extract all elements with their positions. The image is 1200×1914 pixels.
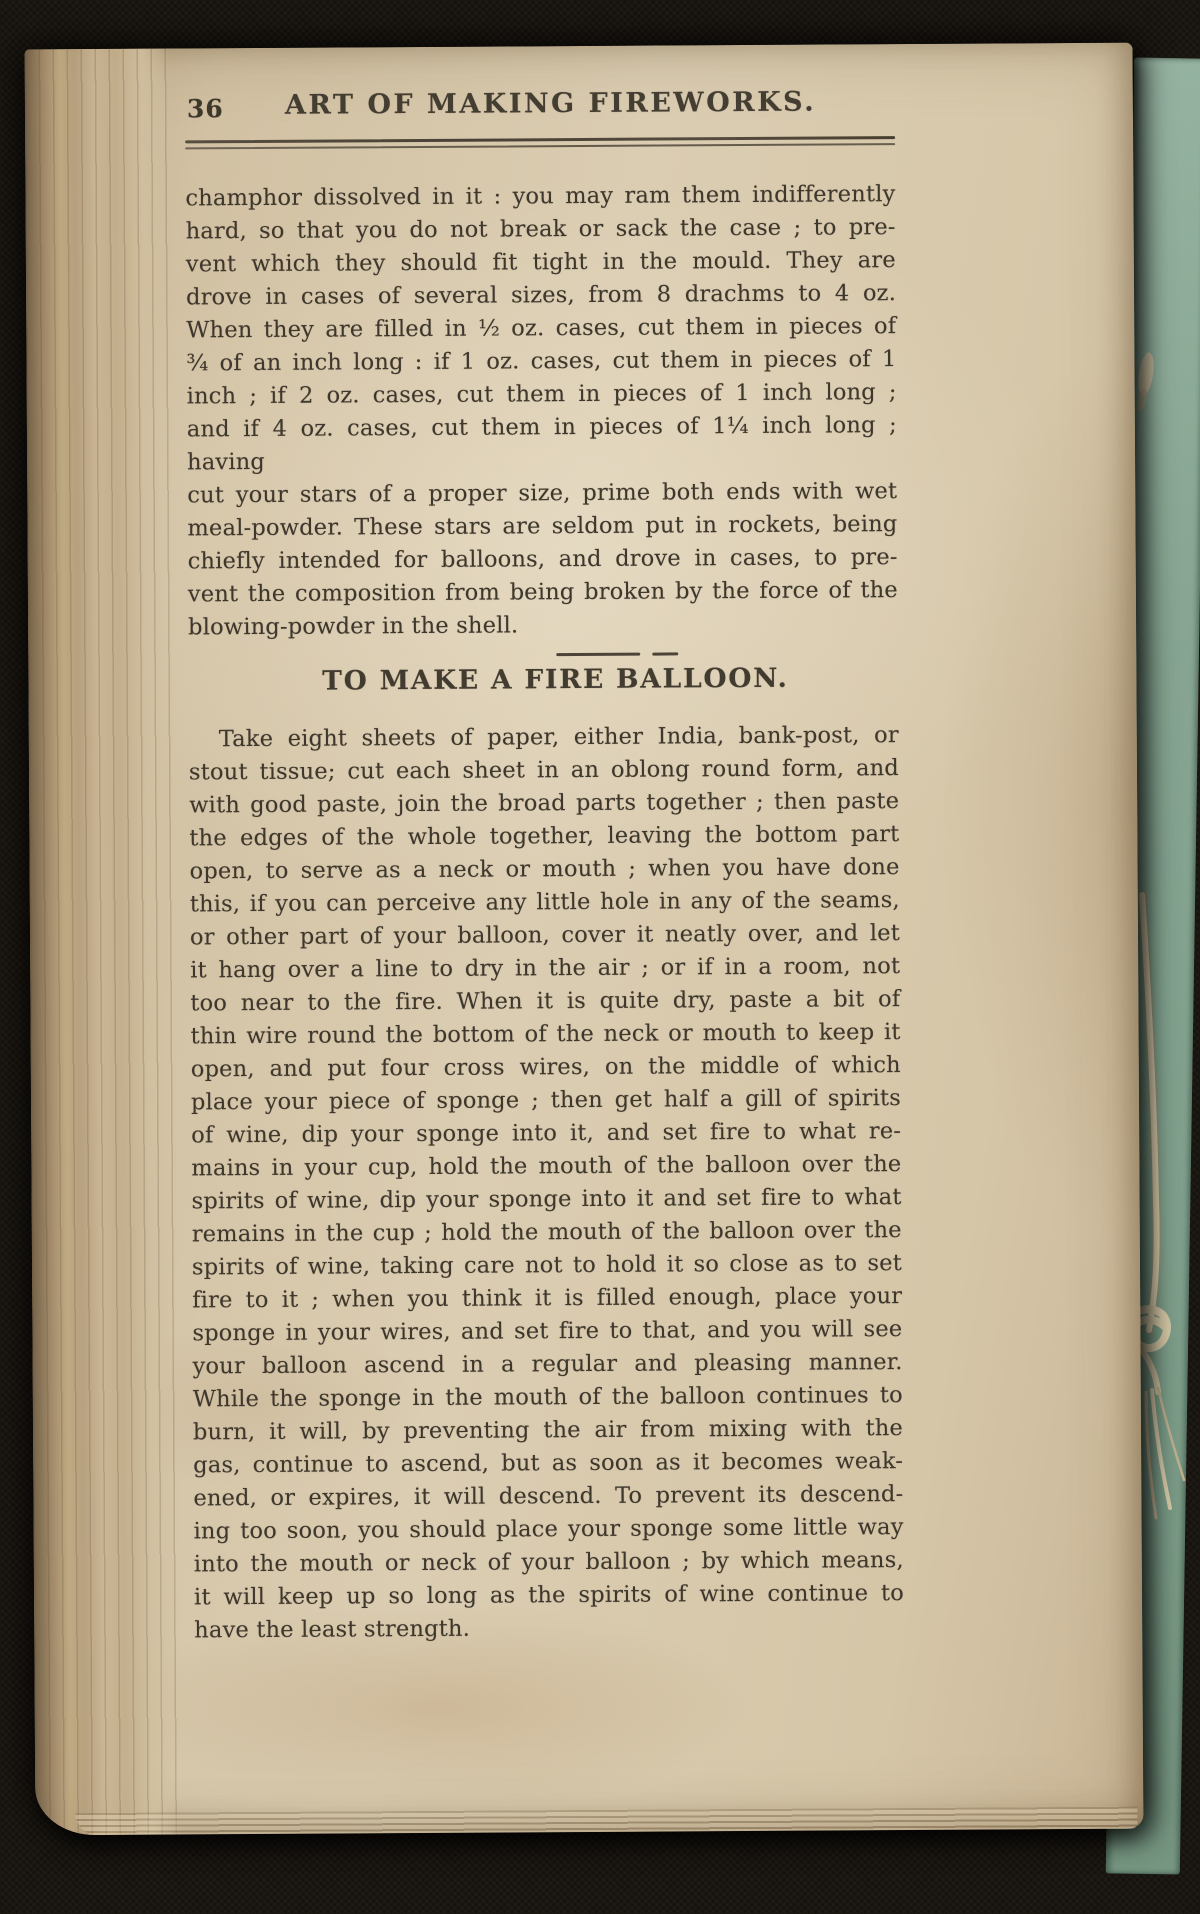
text-line: sponge in your wires, and set fire to that, and you will see — [192, 1316, 903, 1347]
text-line: drove in cases of several sizes, from 8 drachms to 4 oz. — [185, 280, 897, 311]
text-line: it will keep up so long as the spirits of wine continue to — [193, 1580, 905, 1611]
text-line: or other part of your balloon, cover it neatly over, and let — [189, 920, 901, 951]
text-line: stout tissue; cut each sheet in an oblong round form, and — [188, 755, 900, 786]
text-line: spirits of wine, dip your sponge into it and set fire to what — [191, 1184, 902, 1215]
text-line: ¾ of an inch long : if 1 oz. cases, cut them in pieces of 1 — [186, 346, 897, 377]
text-line: vent the composition from being broken by the force of the — [187, 577, 898, 608]
text-line: chiefly intended for balloons, and drove in cases, to pre- — [187, 544, 898, 575]
header-rule — [185, 136, 895, 149]
page-bottom-edge-stack — [75, 1807, 1137, 1835]
text-line: have the least strength. — [194, 1615, 471, 1644]
text-line: vent which they should fit tight in the mould. They are — [185, 247, 896, 278]
text-line: blowing-powder in the shell. — [188, 612, 519, 641]
text-line: the edges of the whole together, leaving the bottom part — [189, 821, 900, 852]
text-line: of wine, dip your sponge into it, and set fire to what re- — [191, 1118, 902, 1149]
section-divider — [556, 652, 678, 656]
text-line: it hang over a line to dry in the air ; or if in a room, not — [190, 953, 901, 984]
text-line: place your piece of sponge ; then get half a gill of spirits — [190, 1085, 902, 1116]
text-line: champhor dissolved in it : you may ram them indifferently — [185, 181, 896, 212]
text-line: open, and put four cross wires, on the middle of which — [190, 1052, 901, 1083]
page-content — [185, 86, 904, 1647]
page-number: 36 — [186, 94, 224, 124]
text-line: fire to it ; when you think it is filled enough, place your — [192, 1283, 903, 1314]
divider-dash-short — [652, 652, 678, 655]
text-line: this, if you can perceive any little hole in any of the seams, — [189, 887, 900, 918]
paragraph-stars — [185, 178, 898, 644]
text-line: burn, it will, by preventing the air from mixing with the — [192, 1415, 904, 1446]
header-rule-thin — [185, 143, 895, 149]
section-heading: TO MAKE A FIRE BALLOON. — [322, 662, 789, 697]
text-line: with good paste, join the broad parts together ; then paste — [189, 788, 900, 819]
text-line: Take eight sheets of paper, either India, bank-post, or — [218, 722, 899, 753]
text-line: When they are filled in ½ oz. cases, cut them in pieces of — [186, 313, 897, 344]
page-edge-stack — [25, 49, 182, 1836]
text-line: spirits of wine, taking care not to hold it so close as to set — [191, 1250, 903, 1281]
text-line: open, to serve as a neck or mouth ; when you have done — [189, 854, 900, 885]
text-line: and if 4 oz. cases, cut them in pieces of 1¼ inch long ; having — [186, 412, 897, 476]
text-line: remains in the cup ; hold the mouth of the balloon over the — [191, 1217, 902, 1248]
text-line: ened, or expires, it will descend. To prevent its descend- — [193, 1481, 904, 1512]
text-line: thin wire round the bottom of the neck or mouth to keep it — [190, 1019, 901, 1050]
divider-dash-long — [556, 653, 640, 657]
text-line: gas, continue to ascend, but as soon as it becomes weak- — [193, 1448, 904, 1479]
text-line: mains in your cup, hold the mouth of the balloon over the — [191, 1151, 902, 1182]
paragraph-fire-balloon — [189, 719, 905, 1647]
text-line: ing too soon, you should place your sponge some little way — [193, 1514, 904, 1545]
text-line: into the mouth or neck of your balloon ; by which means, — [193, 1547, 904, 1578]
text-line: cut your stars of a proper size, prime both ends with wet — [187, 478, 898, 509]
header-rule-thick — [185, 136, 895, 143]
text-line: too near to the fire. When it is quite dry, paste a bit of — [190, 986, 901, 1017]
text-line: inch ; if 2 oz. cases, cut them in pieces of 1 inch long ; — [186, 379, 897, 410]
page-header — [185, 86, 895, 126]
text-line: meal-powder. These stars are seldom put in rockets, being — [187, 511, 898, 542]
text-line: While the sponge in the mouth of the balloon continues to — [192, 1382, 903, 1413]
text-line: hard, so that you do not break or sack the case ; to pre- — [185, 214, 896, 245]
book-page — [25, 43, 1144, 1836]
running-title: ART OF MAKING FIREWORKS. — [284, 86, 817, 121]
text-line: your balloon ascend in a regular and pleasing manner. — [192, 1349, 903, 1380]
